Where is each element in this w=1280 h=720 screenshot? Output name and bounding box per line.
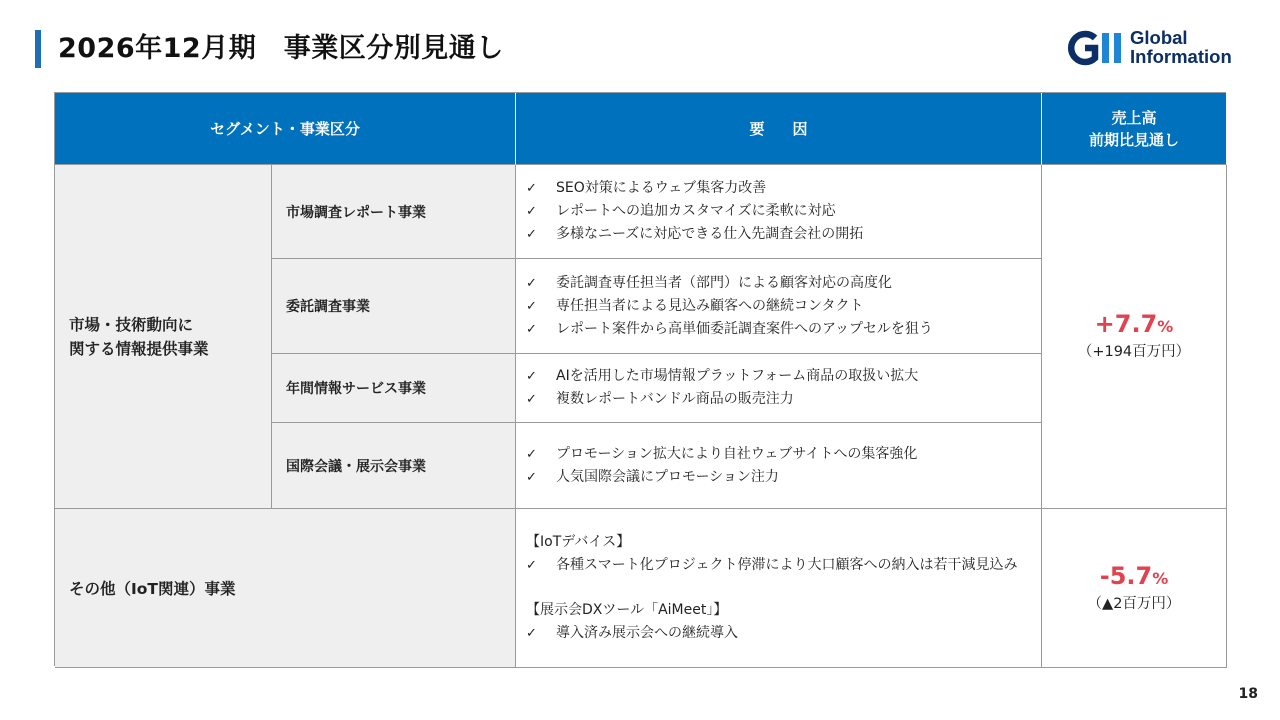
change-value: 5.7 [1109,561,1153,590]
sub-business-market-report: 市場調査レポート事業 [272,165,516,259]
sub-business-contract-research: 委託調査事業 [272,259,516,354]
segment-iot: その他（IoT関連）事業 [55,509,516,668]
header-factors: 要因 [516,93,1042,165]
factor-item: ✓ レポートへの追加カスタマイズに柔軟に対応 [526,200,863,223]
change-unit: % [1152,568,1169,588]
change-amount: （▲2百万円） [1087,595,1181,612]
logo-wordmark [1130,28,1240,66]
segment-name-line2: 関する情報提供事業 [69,339,209,358]
factor-item: ✓ 導入済み展示会への継続導入 [526,622,1027,645]
header-segment: セグメント・事業区分 [55,93,516,165]
header-sales-outlook [1042,93,1227,165]
change-value: 7.7 [1114,310,1158,338]
logo-line-information: Information [1130,46,1232,67]
factors-conference-exhibition [516,423,1042,509]
factors-iot [516,509,1042,668]
factor-item: ✓ 専任担当者による見込み顧客への継続コンタクト [526,295,933,318]
segment-name-line1: 市場・技術動向に [69,315,194,334]
sales-change-info-services [1042,165,1227,509]
factor-item: ✓ 人気国際会議にプロモーション注力 [526,466,917,489]
header-sales-line1: 売上高 [1111,108,1157,127]
change-percent [1100,562,1169,593]
change-sign: + [1094,310,1115,338]
change-percent [1095,310,1174,341]
title-accent-bar [35,30,41,68]
header-sales-line2: 前期比見通し [1088,130,1179,149]
page-number: 18 [1238,686,1258,702]
change-sign: - [1099,561,1110,590]
sub-business-conference-exhibition: 国際会議・展示会事業 [272,423,516,509]
factor-item: ✓ 各種スマート化プロジェクト停滞により大口顧客への納入は若干減見込み [526,554,1027,577]
segment-info-services [55,165,272,509]
change-unit: % [1157,317,1174,336]
factor-item: ✓ 多様なニーズに対応できる仕入先調査会社の開拓 [526,223,863,246]
page-title: 2026年12月期 事業区分別見通し [58,33,504,64]
sub-business-annual-info-service: 年間情報サービス事業 [272,354,516,423]
change-amount: （+194百万円） [1077,344,1191,360]
factor-item: ✓ プロモーション拡大により自社ウェブサイトへの集客強化 [526,443,917,466]
factor-group-label: 【展示会DXツール「AiMeet」】 [526,602,728,618]
logo-line-global: Global [1130,27,1188,48]
sales-change-iot [1042,509,1227,668]
factors-annual-info-service [516,354,1042,423]
company-logo [1066,28,1238,68]
factor-group-label: 【IoTデバイス】 [526,534,631,550]
factors-market-report [516,165,1042,259]
factors-contract-research [516,259,1042,354]
factor-item: ✓ 複数レポートバンドル商品の販売注力 [526,388,918,411]
factor-item: ✓ 委託調査専任担当者（部門）による顧客対応の高度化 [526,272,933,295]
gii-logo-mark-icon [1066,30,1126,66]
factor-item: ✓ AIを活用した市場情報プラットフォーム商品の取扱い拡大 [526,365,918,388]
factor-item: ✓ SEO対策によるウェブ集客力改善 [526,177,863,200]
segment-outlook-table [54,92,1226,666]
factor-item: ✓ レポート案件から高単価委託調査案件へのアップセルを狙う [526,318,933,341]
